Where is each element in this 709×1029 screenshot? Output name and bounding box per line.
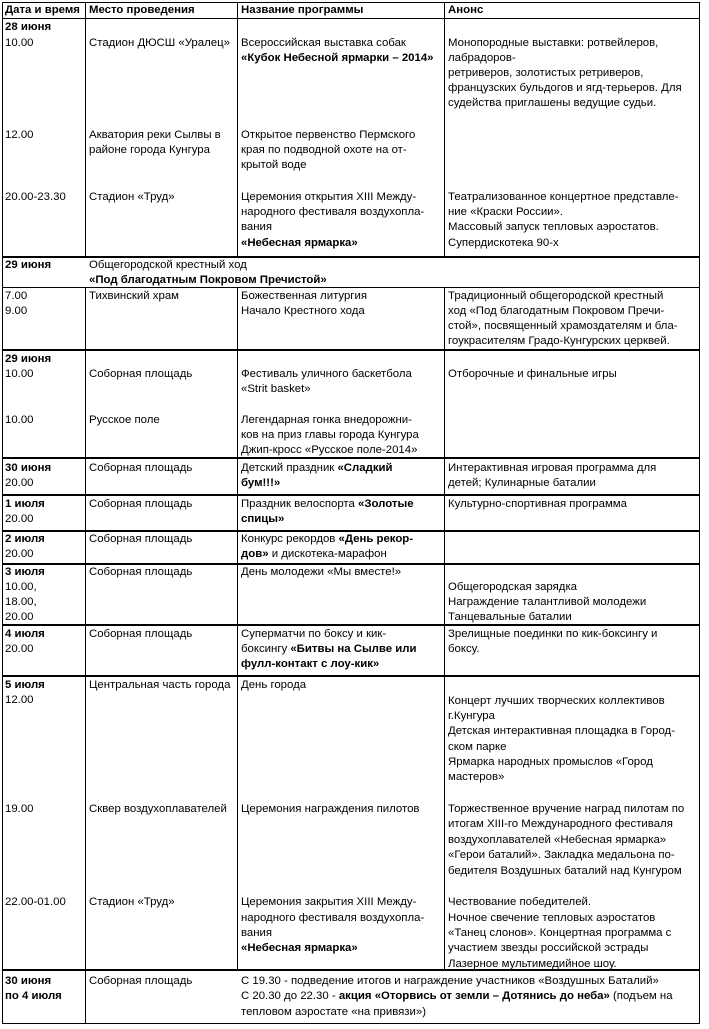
summary-line: С 19.30 - подведение итогов и награждение участников «Воздушных Баталий» [241, 975, 659, 987]
row-date: 28 июня [5, 21, 52, 33]
row-date: 3 июля [5, 566, 45, 578]
announce-line: Концерт лучших творческих коллективов [448, 695, 665, 707]
grid-line [444, 287, 445, 970]
row-time: 12.00 [5, 694, 34, 706]
program-name-bold: фулл-контакт с лоу-кик» [241, 658, 380, 670]
announce-line: бедителя Воздушных баталий над Кунгуром [448, 865, 682, 877]
announce-line: Монопородные выставки: ротвейлеров, [448, 37, 659, 49]
program-name: Церемония награждения пилотов [241, 803, 420, 815]
announce-line: Зрелищные поединки по кик-боксингу и [448, 628, 658, 640]
announce-line: Ярмарка народных промыслов «Город [448, 756, 653, 768]
row-time: 12.00 [5, 129, 34, 141]
summary-line: тепловом аэростате «на привязи») [241, 1006, 427, 1018]
program-name: народного фестиваля воздухопла- [241, 206, 425, 218]
row-date: 29 июня [5, 353, 52, 365]
program-name: ков на приз главы города Кунгура [241, 429, 419, 441]
header-place: Место проведения [89, 4, 195, 16]
program-name: День города [241, 679, 307, 691]
row-place: Сквер воздухоплавателей [89, 803, 227, 815]
announce-line: участием звезды российской эстрады [448, 942, 649, 954]
program-name: Праздник велоспорта «Золотые [241, 498, 414, 510]
program-name: Детский праздник «Сладкий [241, 462, 393, 474]
announce-line: стой», посвященный храмоздателям и бла- [448, 320, 678, 332]
row-place: Соборная площадь [89, 628, 193, 640]
row-time: 18.00, [5, 596, 37, 608]
row-place: районе города Кунгура [89, 144, 210, 156]
announce-line: Ночное свечение тепловых аэростатов [448, 912, 656, 924]
program-name-bold: бум!!!» [241, 477, 281, 489]
announce-line: Интерактивная игровая программа для [448, 462, 657, 474]
program-name: Легендарная гонка внедорожни- [241, 414, 412, 426]
row-date: 4 июля [5, 628, 45, 640]
grid-line [2, 494, 699, 496]
row-time: 20.00 [5, 611, 34, 623]
program-name: Открытое первенство Пермского [241, 129, 416, 141]
row-date: 30 июня [5, 462, 52, 474]
row-date: по 4 июля [5, 990, 62, 1002]
row-place: Стадион «Труд» [89, 896, 175, 908]
announce-line: Чествование победителей. [448, 896, 592, 908]
announce-line: гоукрасителям Градо-Кунгурских церквей. [448, 335, 670, 347]
grid-line [2, 624, 699, 626]
program-name: крытой воде [241, 159, 307, 171]
announce-line: Культурно-спортивная программа [448, 498, 627, 510]
row-time: 20.00 [5, 643, 34, 655]
announce-line: Традиционный общегородской крестный [448, 290, 664, 302]
row-time: 20.00-23.30 [5, 191, 66, 203]
grid-line [2, 675, 699, 677]
program-name: Начало Крестного хода [241, 305, 365, 317]
announce-line: Награждение талантливой молодежи [448, 596, 647, 608]
row-place: Соборная площадь [89, 533, 193, 545]
row-time: 22.00-01.00 [5, 896, 66, 908]
row-place: Тихвинский храм [89, 290, 179, 302]
grid-line [444, 2, 445, 258]
program-name: Фестиваль уличного баскетбола [241, 368, 412, 380]
announce-line: детей; Кулинарные баталии [448, 477, 596, 489]
program-name: День молодежи «Мы вместе!» [241, 566, 402, 578]
row-time: 10.00 [5, 37, 34, 49]
header-program: Название программы [241, 4, 364, 16]
program-name-bold: «Небесная ярмарка» [241, 237, 358, 249]
grid-line [2, 349, 699, 351]
program-name-bold: «Кубок Небесной ярмарки – 2014» [241, 52, 434, 64]
announce-line: лабрадоров- [448, 52, 516, 64]
announce-line: мастеров» [448, 771, 505, 783]
row-time: 20.00 [5, 548, 34, 560]
announce-line: Отборочные и финальные игры [448, 368, 617, 380]
program-name-bold: «Небесная ярмарка» [241, 942, 358, 954]
grid-line [2, 2, 3, 1024]
program-name: края по подводной охоте на от- [241, 144, 407, 156]
row-time: 20.00 [5, 513, 34, 525]
announce-line: воздухоплавателей «Небесная ярмарка» [448, 834, 667, 846]
grid-line [237, 2, 238, 258]
row-place: Стадион «Труд» [89, 191, 175, 203]
row-time: 20.00 [5, 477, 34, 489]
row-place: Центральная часть города [89, 679, 231, 691]
program-name: Джип-кросс «Русское поле-2014» [241, 444, 418, 456]
row-time: 10.00, [5, 581, 37, 593]
program-name: дов» и дискотека-марафон [241, 548, 387, 560]
announce-line: Общегородская зарядка [448, 581, 578, 593]
announce-line: ретриверов, золотистых ретриверов, [448, 67, 644, 79]
grid-line [237, 287, 238, 970]
row-place: Русское поле [89, 414, 160, 426]
announce-line: Массовый запуск тепловых аэростатов. [448, 221, 659, 233]
row-time: 7.00 [5, 290, 28, 302]
row-place: Соборная площадь [89, 462, 193, 474]
announce-line: Театрализованное концертное представле- [448, 191, 679, 203]
summary-line: С 20.30 до 22.30 - акция «Оторвись от земли – Дотянись до неба» (подъем на [241, 990, 673, 1002]
row-time: 19.00 [5, 803, 34, 815]
announce-line: ход «Под благодатным Покровом Пречи- [448, 305, 665, 317]
row-time: 10.00 [5, 414, 34, 426]
program-name-bold: спицы» [241, 513, 285, 525]
announce-line: Детская интерактивная площадка в Город- [448, 725, 675, 737]
announce-line: ние «Краски России». [448, 206, 564, 218]
announce-line: г.Кунгура [448, 710, 495, 722]
grid-line [85, 287, 86, 1024]
row-place: Соборная площадь [89, 566, 193, 578]
program-name: Конкурс рекордов «День рекор- [241, 533, 414, 545]
announce-line: Супердискотека 90-х [448, 237, 559, 249]
grid-line [2, 1023, 699, 1024]
row-place: Соборная площадь [89, 975, 193, 987]
row-time: 9.00 [5, 305, 28, 317]
program-name: боксингу «Битвы на Сылве или [241, 643, 417, 655]
grid-line [85, 2, 86, 258]
grid-line [699, 2, 700, 1024]
row-date: 2 июля [5, 533, 45, 545]
program-name: «Strit basket» [241, 383, 311, 395]
announce-line: Танцевальные баталии [448, 611, 572, 623]
announce-line: итогам XIII-го Международного фестиваля [448, 818, 673, 830]
program-name: Церемония закрытия XIII Между- [241, 896, 417, 908]
program-name: Божественная литургия [241, 290, 367, 302]
announce-line: ском парке [448, 741, 507, 753]
row-date: 29 июня [5, 259, 52, 271]
program-name: Всероссийская выставка собак [241, 37, 406, 49]
announce-line: боксу. [448, 643, 480, 655]
row-date: 30 июня [5, 975, 52, 987]
row-place: Соборная площадь [89, 498, 193, 510]
row-place: Стадион ДЮСШ «Уралец» [89, 37, 230, 49]
row-date: 1 июля [5, 498, 45, 510]
row-place: Соборная площадь [89, 368, 193, 380]
row-time: 10.00 [5, 368, 34, 380]
program-name: народного фестиваля воздухопла- [241, 912, 425, 924]
announce-line: Торжественное вручение наград пилотам по [448, 803, 685, 815]
announce-line: «Герои баталий». Закладка медальона по- [448, 849, 675, 861]
header-announce: Анонс [448, 4, 484, 16]
program-name: вания [241, 927, 273, 939]
announce-line: Лазерное мультимедийное шоу. [448, 958, 617, 970]
row-place: Акватория реки Сылвы в [89, 129, 221, 141]
announce-line: «Танец слонов». Концертная программа с [448, 927, 672, 939]
announce-line: судейства приглашены ведущие судьи. [448, 97, 657, 109]
section-heading: Общегородской крестный ход [89, 259, 247, 271]
program-name: Суперматчи по боксу и кик- [241, 628, 387, 640]
header-date: Дата и время [5, 4, 80, 16]
row-date: 5 июля [5, 679, 45, 691]
program-name: Церемония открытия XIII Между- [241, 191, 417, 203]
program-name: вания [241, 221, 273, 233]
announce-line: французских бульдогов и ягд-терьеров. Для [448, 82, 682, 94]
section-heading-bold: «Под благодатным Покровом Пречистой» [89, 274, 327, 286]
